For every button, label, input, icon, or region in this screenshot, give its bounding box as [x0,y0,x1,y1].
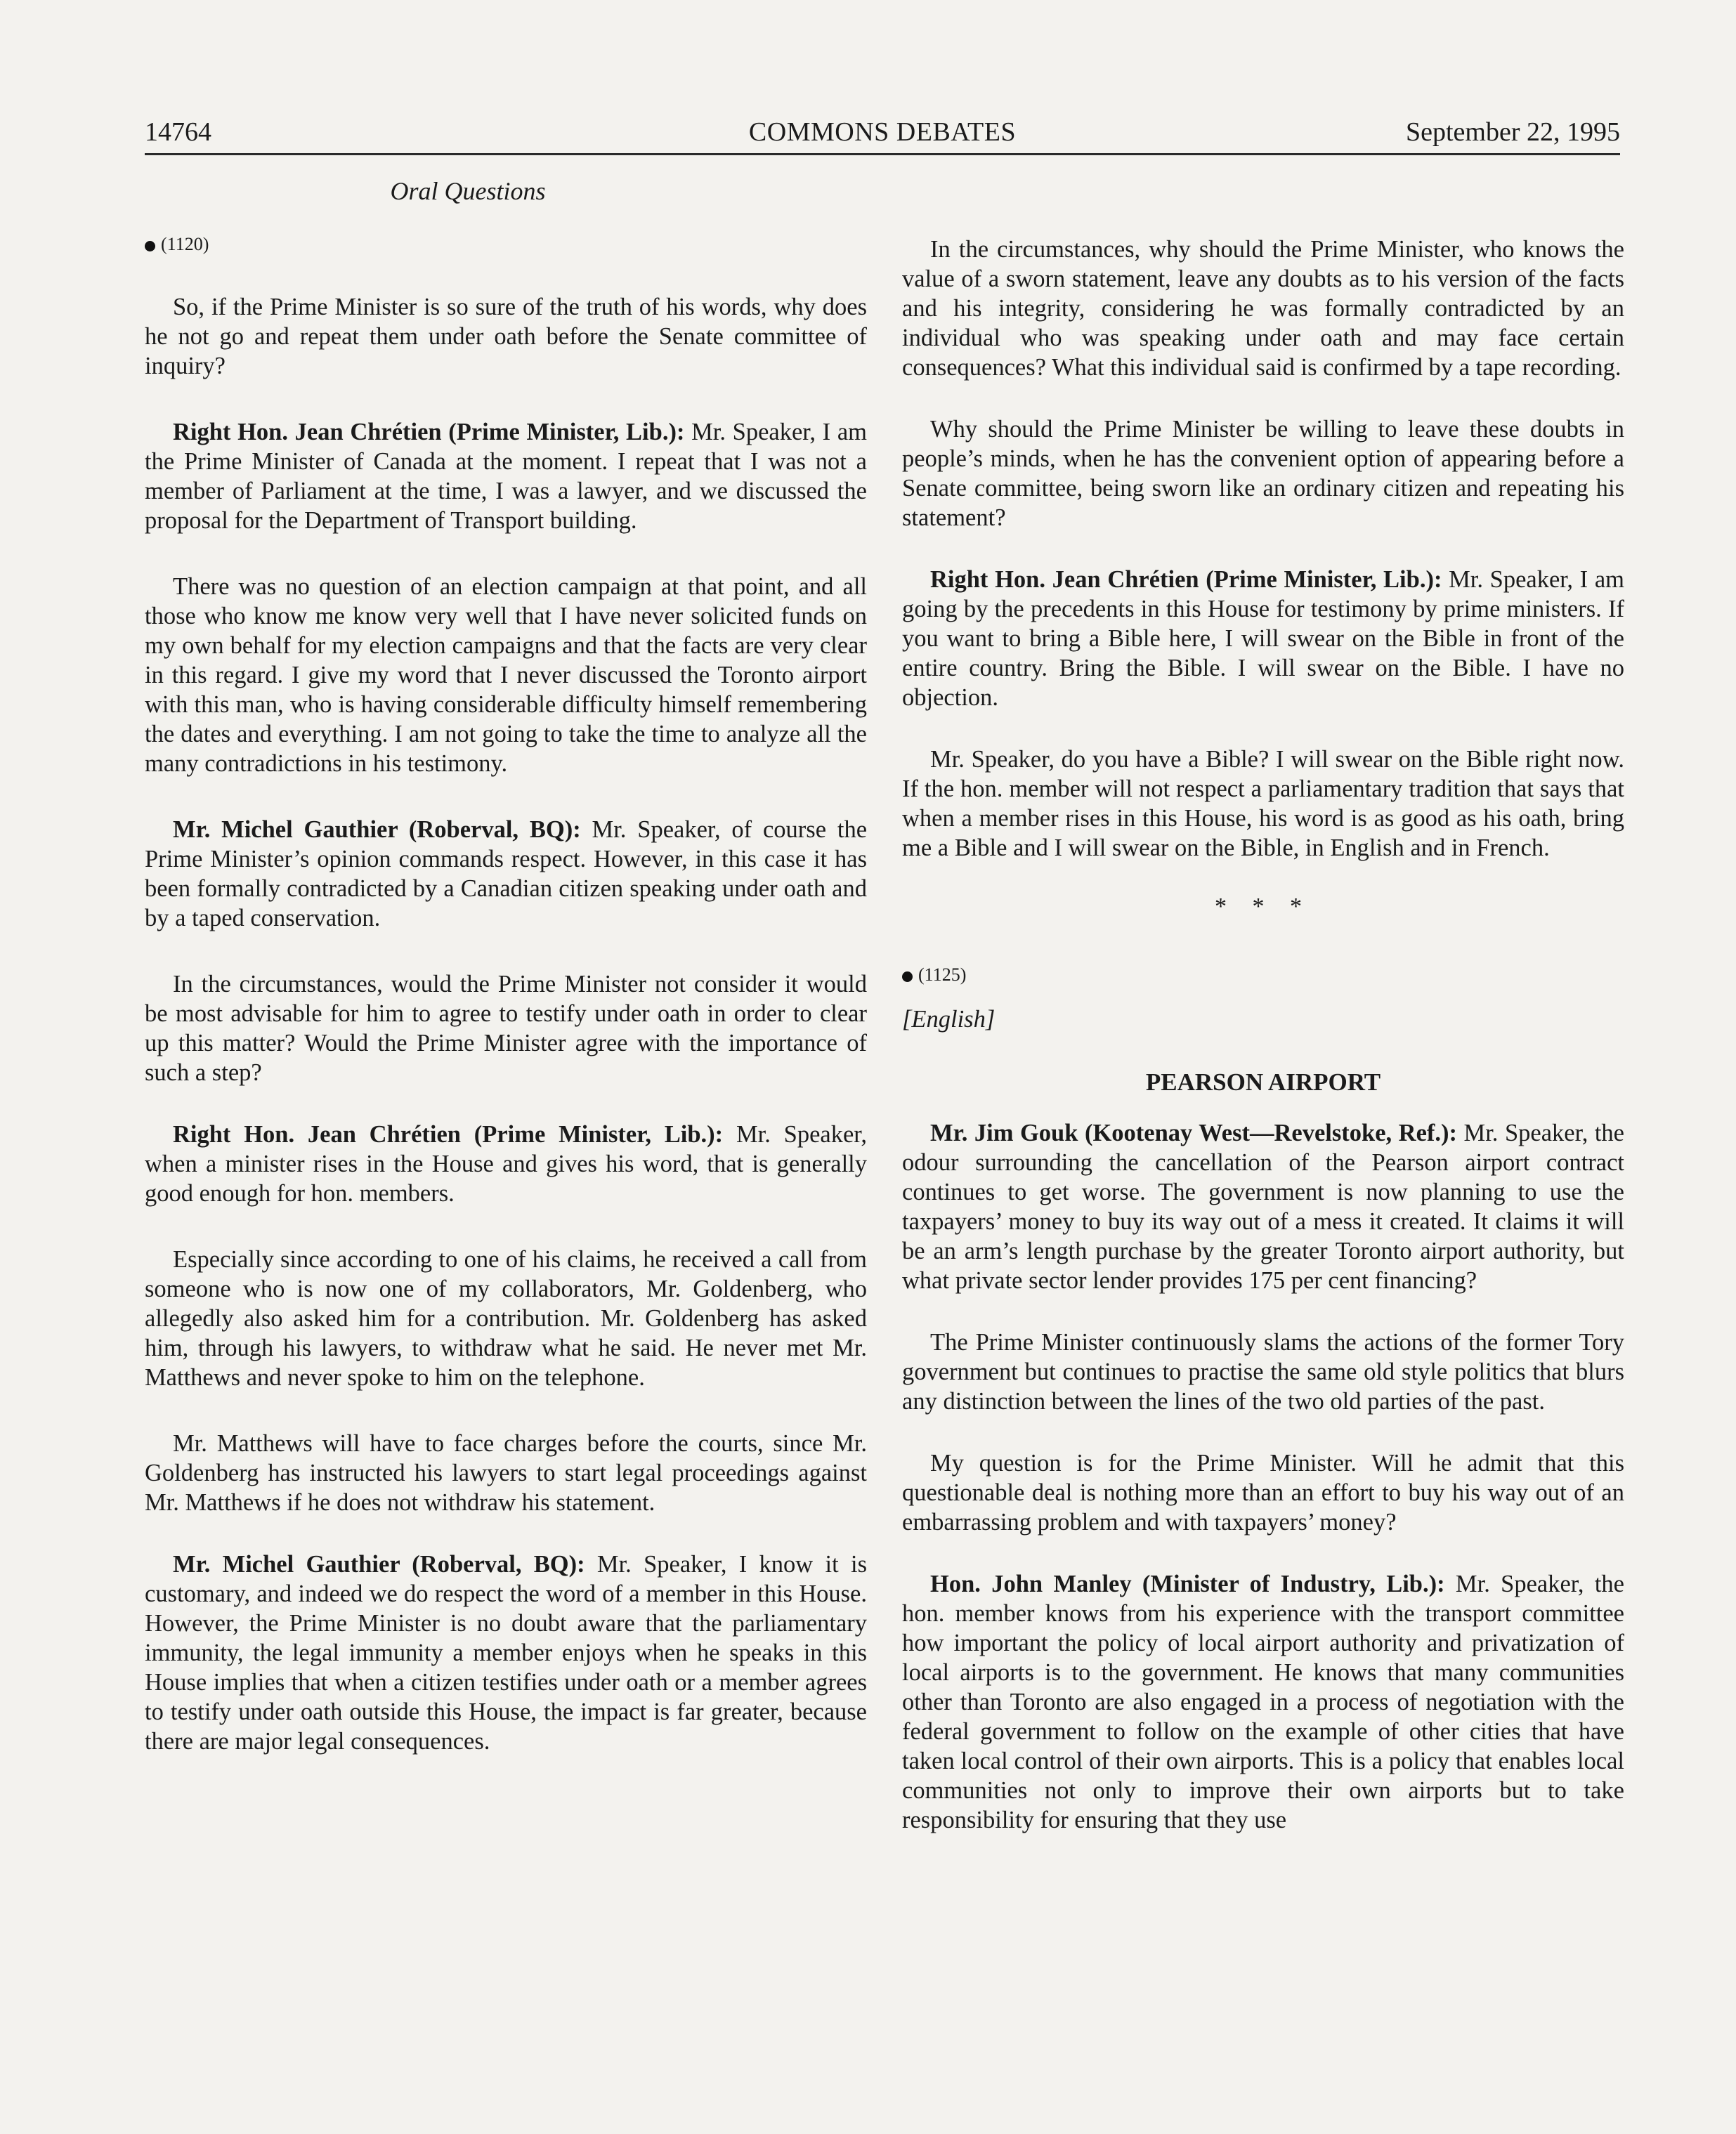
paragraph: Mr. Speaker, do you have a Bible? I will swear on the Bible right now. If the hon. member will not respect a parliamentary tradition that says that when a member rises in this House, his word is as good as his oath, bring me a Bible and I will swear on the Bible, in English and in French. [902,746,1624,861]
speech-text: Mr. Speaker, when a minister rises in the House and gives his word, that is generally good enough for hon. members. [145,1121,867,1207]
left-column [145,176,867,1756]
paragraph: Why should the Prime Minister be willing to leave these doubts in people’s minds, when he has the convenient option of appearing before a Senate committee, being sworn like an ordinary citizen and repeating his statement? [902,416,1624,531]
page-number: 14764 [145,117,211,147]
speaker-name: Mr. Michel Gauthier (Roberval, BQ): [173,816,581,843]
paragraph: In the circumstances, why should the Prime Minister, who knows the value of a sworn statement, leave any doubts as to his version of the facts and his integrity, considering he was formally contradicted by an individual who was speaking under oath and may face certain consequences? What this individual said is confirmed by a tape recording. [902,236,1624,381]
paragraph [145,417,867,535]
speech-text: Mr. Speaker, the odour surrounding the cancellation of the Pearson airport contract continues to get worse. The government is now planning to use the taxpayers’ money to buy its way out of a mess it created. It claims it will be an arm’s length purchase by the greater Toronto airport authority, but what private sector lender provides 175 per cent financing? [902,1120,1624,1294]
speaker-name: Mr. Jim Gouk (Kootenay West—Revelstoke, Ref.): [930,1120,1458,1146]
page-header [145,112,1620,155]
time-marker [902,964,1624,986]
paragraph: So, if the Prime Minister is so sure of the truth of his words, why does he not go and repeat them under oath before the Senate committee of inquiry? [145,294,867,379]
bullet-icon [902,971,913,982]
paragraph [902,565,1624,712]
paragraph: Especially since according to one of his claims, he received a call from someone who is now one of my collaborators, Mr. Goldenberg, who allegedly also asked him for a contribution. Mr. Goldenberg has asked him, through his lawyers, to withdraw what he said. He never met Mr. Matthews and never spoke to him on the telephone. [145,1246,867,1391]
speaker-name: Right Hon. Jean Chrétien (Prime Minister, Lib.): [930,566,1442,593]
right-column [902,235,1624,1835]
section-title: Oral Questions [390,177,546,205]
speaker-name: Hon. John Manley (Minister of Industry, Lib.): [930,1571,1445,1597]
section-heading: PEARSON AIRPORT [1145,1068,1381,1096]
speech-text: Mr. Speaker, of course the Prime Minister’s opinion commands respect. However, in this case it has been formally contradicted by a Canadian citizen speaking under oath and by a taped conservation. [145,816,868,931]
speech-text: Mr. Speaker, the hon. member knows from his experience with the transport committee how important the policy of local airport authority and privatization of local airports is to the government. He knows that many communities other than Toronto are also engaged in a process of negotiation with the federal government to follow on the example of other cities that have taken local control of their own airports. This is a policy that enables local communities not only to improve their own airports but to take responsibility for ensuring that they use [902,1571,1624,1833]
time-marker [145,233,867,256]
paragraph: My question is for the Prime Minister. Will he admit that this questionable deal is nothing more than an effort to buy his way out of an embarrassing problem and with taxpayers’ money? [902,1450,1624,1536]
speaker-name: Mr. Michel Gauthier (Roberval, BQ): [173,1551,585,1578]
paragraph [145,1120,867,1208]
time-marker-text: (1120) [161,234,209,254]
header-rule [145,153,1620,155]
bullet-icon [145,241,155,251]
language-tag: [English] [902,1006,996,1033]
speech-text: Mr. Speaker, I am the Prime Minister of Canada at the moment. I repeat that I was not a member of Parliament at the time, I was a lawyer, and we discussed the proposal for the Department of Transport building. [145,419,867,534]
publication-title: COMMONS DEBATES [748,117,1017,147]
time-marker-text: (1125) [918,964,967,985]
speaker-name: Right Hon. Jean Chrétien (Prime Minister, Lib.): [173,1121,724,1148]
speech-text: Mr. Speaker, I know it is customary, and indeed we do respect the word of a member in this House. However, the Prime Minister is no doubt aware that the parliamentary immunity, the legal immunity a member enjoys when he speaks in this House implies that when a citizen testifies under oath or a member agrees to testify under oath outside this House, the impact is far greater, because there are major legal consequences. [145,1551,867,1755]
paragraph [145,815,867,933]
paragraph [145,1550,867,1756]
paragraph [902,1569,1624,1835]
speech-text: Mr. Speaker, I am going by the precedents in this House for testimony by prime ministers. If you want to bring a Bible here, I will swear on the Bible in front of the entire country. Bring the Bible. I will swear on the Bible. I have no objection. [902,566,1624,711]
paragraph: There was no question of an election campaign at that point, and all those who know me know very well that I have never solicited funds on my own behalf for my election campaigns and that the facts are very clear in this regard. I give my word that I never discussed the Toronto airport with this man, who is having considerable difficulty himself remembering the dates and everything. I am not going to take the time to analyze all the many contradictions in his testimony. [145,573,867,777]
publication-date: September 22, 1995 [1405,117,1620,147]
paragraph: The Prime Minister continuously slams the actions of the former Tory government but continues to practise the same old style politics that blurs any distinction between the lines of the two old parties of the past. [902,1329,1624,1415]
paragraph [902,1118,1624,1295]
section-separator: * * * [1215,893,1312,919]
paragraph: In the circumstances, would the Prime Minister not consider it would be most advisable for him to agree to testify under oath in order to clear up this matter? Would the Prime Minister agree with the importance of such a step? [145,971,867,1086]
paragraph: Mr. Matthews will have to face charges before the courts, since Mr. Goldenberg has instructed his lawyers to start legal proceedings against Mr. Matthews if he does not withdraw his statement. [145,1430,867,1516]
speaker-name: Right Hon. Jean Chrétien (Prime Minister, Lib.): [173,419,685,445]
